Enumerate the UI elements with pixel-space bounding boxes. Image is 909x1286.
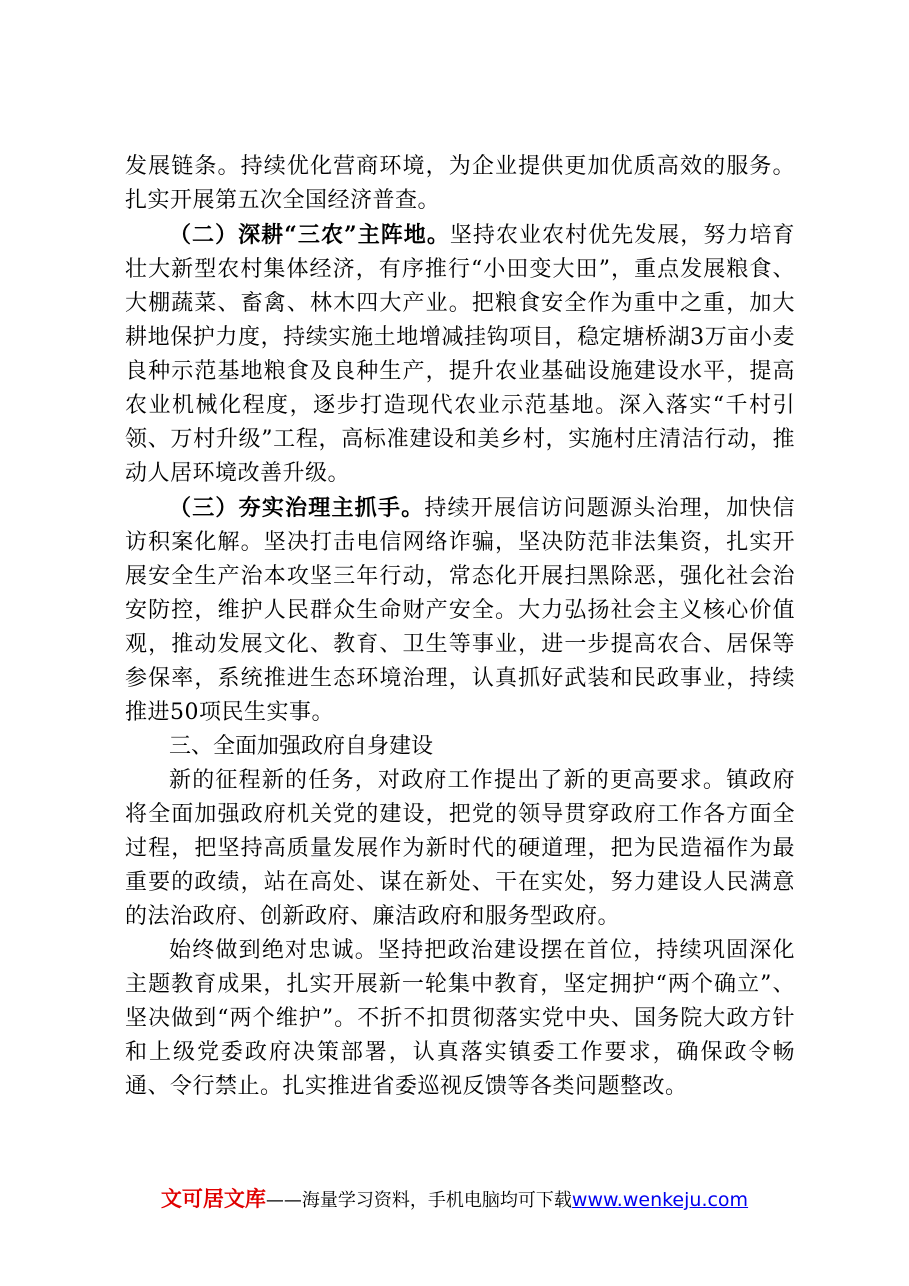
paragraph-governance-text: 持续开展信访问题源头治理，加快信访积案化解。坚决打击电信网络诈骗，坚决防范非法集资，扎实开展安全生产治本攻坚三年行动，常态化开展扫黑除恶，强化社会治安防控，维护人民群众生命财产安全。大力弘扬社会主义核心价值观，推动发展文化、教育、卫生等事业，进一步提高农合、居保等参保率，系统推进生态环境治理，认真抓好武装和民政事业，持续推进50项民生实事。 (125, 496, 795, 725)
paragraph-new-journey: 新的征程新的任务，对政府工作提出了新的更高要求。镇政府将全面加强政府机关党的建设，把党的领导贯穿政府工作各方面全过程，把坚持高质量发展作为新时代的硬道理，把为民造福作为最重要的政绩，站在高处、谋在新处、干在实处，努力建设人民满意的法治政府、创新政府、廉洁政府和服务型政府。 (125, 768, 795, 929)
section-heading-3: 三、全面加强政府自身建设 (169, 734, 434, 759)
paragraph-loyalty: 始终做到绝对忠诚。坚持把政治建设摆在首位，持续巩固深化主题教育成果，扎实开展新一轮集中教育，坚定拥护“两个确立”、坚决做到“两个维护”。不折不扣贯彻落实党中央、国务院大政方针和上级党委政府决策部署，认真落实镇委工作要求，确保政令畅通、令行禁止。扎实推进省委巡视反馈等各类问题整改。 (125, 938, 795, 1099)
footer-slogan: ——海量学习资料，手机电脑均可下载 (265, 1190, 572, 1211)
paragraph-agriculture (125, 218, 795, 491)
paragraph-agriculture-text: 坚持农业农村优先发展，努力培育壮大新型农村集体经济，有序推行“小田变大田”，重点发展粮食、大棚蔬菜、畜禽、林木四大产业。把粮食安全作为重中之重，加大耕地保护力度，持续实施土地增减挂钩项目，稳定塘桥湖3万亩小麦良种示范基地粮食及良种生产，提升农业基础设施建设水平，提高农业机械化程度，逐步打造现代农业示范基地。深入落实“千村引领、万村升级”工程，高标准建设和美乡村，实施村庄清洁行动，推动人居环境改善升级。 (125, 223, 795, 486)
paragraph-continuation: 发展链条。持续优化营商环境，为企业提供更加优质高效的服务。扎实开展第五次全国经济普查。 (125, 154, 795, 213)
paragraph-governance (125, 491, 795, 730)
section-title-agriculture: （二）深耕“三农”主阵地。 (169, 222, 450, 248)
document-body (125, 150, 795, 1104)
footer-brand: 文可居文库 (160, 1187, 266, 1211)
footer-link[interactable]: www.wenkeju.com (571, 1189, 749, 1211)
section-title-governance: （三）夯实治理主抓手。 (169, 495, 425, 521)
footer-banner (0, 1183, 909, 1213)
